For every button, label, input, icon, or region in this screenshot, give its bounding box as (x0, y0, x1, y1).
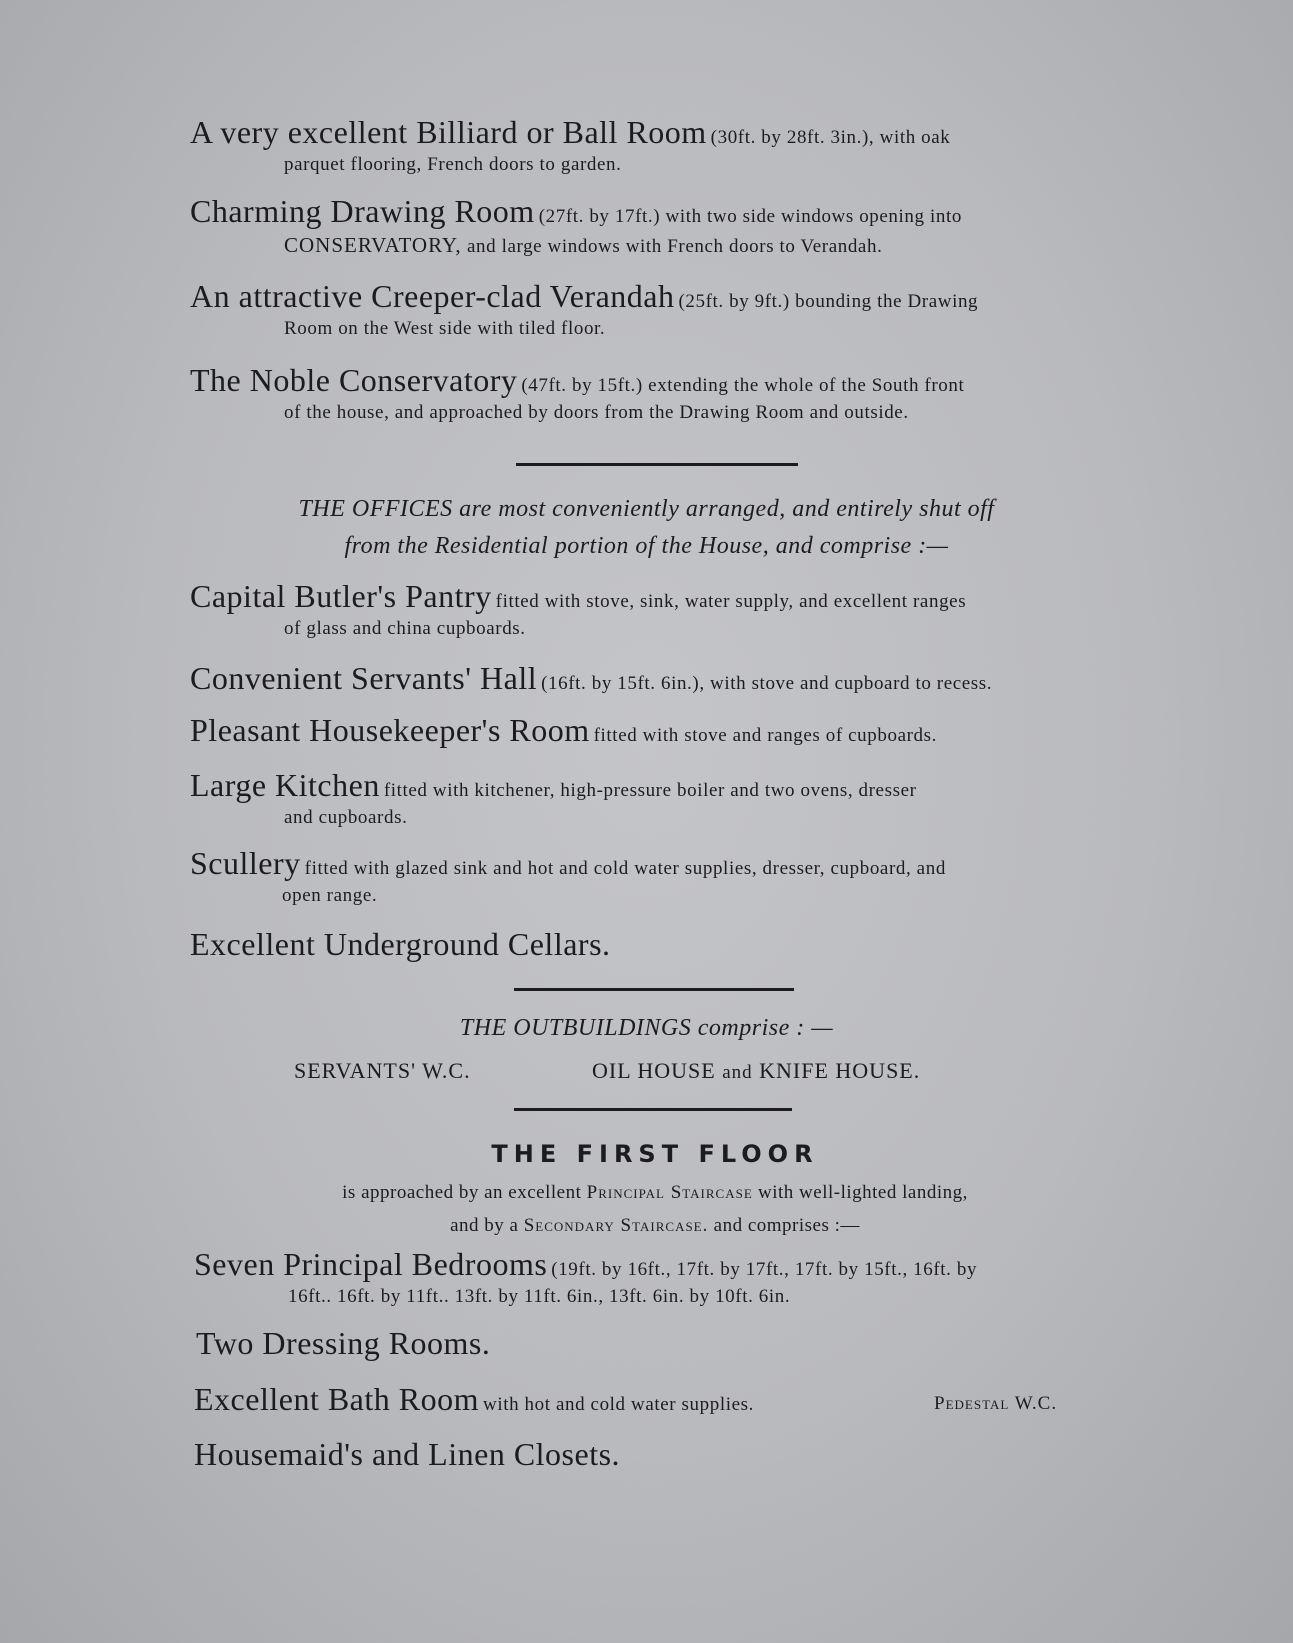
servants-hall-entry (190, 660, 1130, 697)
room-detail-cont (190, 233, 1130, 258)
room-name: Seven Principal Bedrooms (194, 1246, 548, 1282)
housekeepers-room-entry (190, 712, 1130, 749)
oil-house: OIL HOUSE (592, 1058, 716, 1083)
ff-line1-text: is approached by an excellent (342, 1182, 582, 1203)
offices-intro-line1: THE OFFICES are most conveniently arranged, and entirely shut off (298, 496, 995, 522)
first-floor-title: THE FIRST FLOOR (491, 1140, 819, 1168)
bedrooms-entry (194, 1246, 1134, 1308)
room-detail: fitted with stove, sink, water supply, and excellent ranges (495, 591, 967, 612)
principal-staircase: Principal Staircase (586, 1182, 753, 1203)
room-detail: (19ft. by 16ft., 17ft. by 17ft., 17ft. by 15ft., 16ft. by (551, 1259, 978, 1280)
scullery-entry (190, 845, 1130, 907)
offices-intro-line2: from the Residential portion of the House, and comprise :— (344, 533, 949, 559)
room-detail-cont: of glass and china cupboards. (284, 618, 526, 639)
cellars-entry (190, 926, 1130, 963)
divider-rule (514, 1108, 792, 1111)
verandah-entry (190, 278, 1130, 340)
room-name: An attractive Creeper-clad Verandah (190, 278, 675, 314)
ff-line1-text-end: with well-lighted landing, (758, 1182, 968, 1203)
pedestal-wc: Pedestal W.C. (934, 1393, 1058, 1414)
outbuilding-oil-knife-house (592, 1058, 920, 1084)
room-detail: fitted with stove and ranges of cupboards. (593, 725, 937, 746)
room-detail-cont: Room on the West side with tiled floor. (284, 318, 606, 339)
room-detail: (30ft. by 28ft. 3in.), with oak (710, 127, 951, 148)
room-name: Large Kitchen (190, 767, 380, 803)
kitchen-entry (190, 767, 1130, 829)
room-detail: (27ft. by 17ft.) with two side windows opening into (538, 206, 962, 227)
room-name: Pleasant Housekeeper's Room (190, 712, 590, 748)
room-detail: (25ft. by 9ft.) bounding the Drawing (678, 291, 979, 312)
room-name: A very excellent Billiard or Ball Room (190, 114, 707, 150)
closets-entry (194, 1436, 1134, 1473)
outbuilding-servants-wc: SERVANTS' W.C. (294, 1058, 471, 1083)
room-detail: (16ft. by 15ft. 6in.), with stove and cupboard to recess. (541, 673, 993, 694)
billiard-room-entry (190, 114, 1130, 176)
and-word: and (722, 1062, 753, 1083)
outbuildings-intro: THE OUTBUILDINGS comprise : — (459, 1015, 834, 1041)
room-detail-cont: and cupboards. (284, 807, 408, 828)
room-name: The Noble Conservatory (190, 362, 518, 398)
room-detail: (47ft. by 15ft.) extending the whole of the South front (521, 375, 965, 396)
divider-rule (514, 988, 794, 991)
first-floor-line2 (0, 1215, 1293, 1237)
room-name: Excellent Bath Room (194, 1381, 479, 1417)
drawing-room-entry (190, 193, 1130, 258)
room-name: Scullery (190, 845, 301, 881)
room-name: Housemaid's and Linen Closets. (194, 1436, 621, 1472)
butlers-pantry-entry (190, 578, 1130, 640)
divider-rule (516, 463, 798, 466)
room-detail: fitted with glazed sink and hot and cold water supplies, dresser, cupboard, and (304, 858, 946, 879)
room-name: Convenient Servants' Hall (190, 660, 538, 696)
room-detail-cont: open range. (282, 885, 378, 906)
room-name: Two Dressing Rooms. (196, 1325, 491, 1361)
ff-line2-text-end: and comprises :— (713, 1215, 860, 1236)
room-detail-cont-text: and large windows with French doors to Verandah. (467, 236, 883, 257)
knife-house: KNIFE HOUSE. (759, 1058, 921, 1083)
ff-line2-text: and by a (450, 1215, 519, 1236)
conservatory-caps: CONSERVATORY, (284, 233, 462, 257)
room-detail: with hot and cold water supplies. (483, 1394, 754, 1415)
room-detail-cont: parquet flooring, French doors to garden. (284, 154, 622, 175)
room-detail: fitted with kitchener, high-pressure boiler and two ovens, dresser (383, 780, 917, 801)
secondary-staircase: Secondary Staircase. (523, 1215, 709, 1236)
room-name: Capital Butler's Pantry (190, 578, 492, 614)
room-detail-cont: 16ft.. 16ft. by 11ft.. 13ft. by 11ft. 6in., 13ft. 6in. by 10ft. 6in. (288, 1286, 791, 1307)
room-detail-cont: of the house, and approached by doors from the Drawing Room and outside. (284, 402, 909, 423)
first-floor-line1 (0, 1182, 1293, 1204)
conservatory-entry (190, 362, 1130, 424)
room-name: Excellent Underground Cellars. (190, 926, 611, 962)
room-name: Charming Drawing Room (190, 193, 535, 229)
dressing-rooms-entry (196, 1325, 1136, 1362)
